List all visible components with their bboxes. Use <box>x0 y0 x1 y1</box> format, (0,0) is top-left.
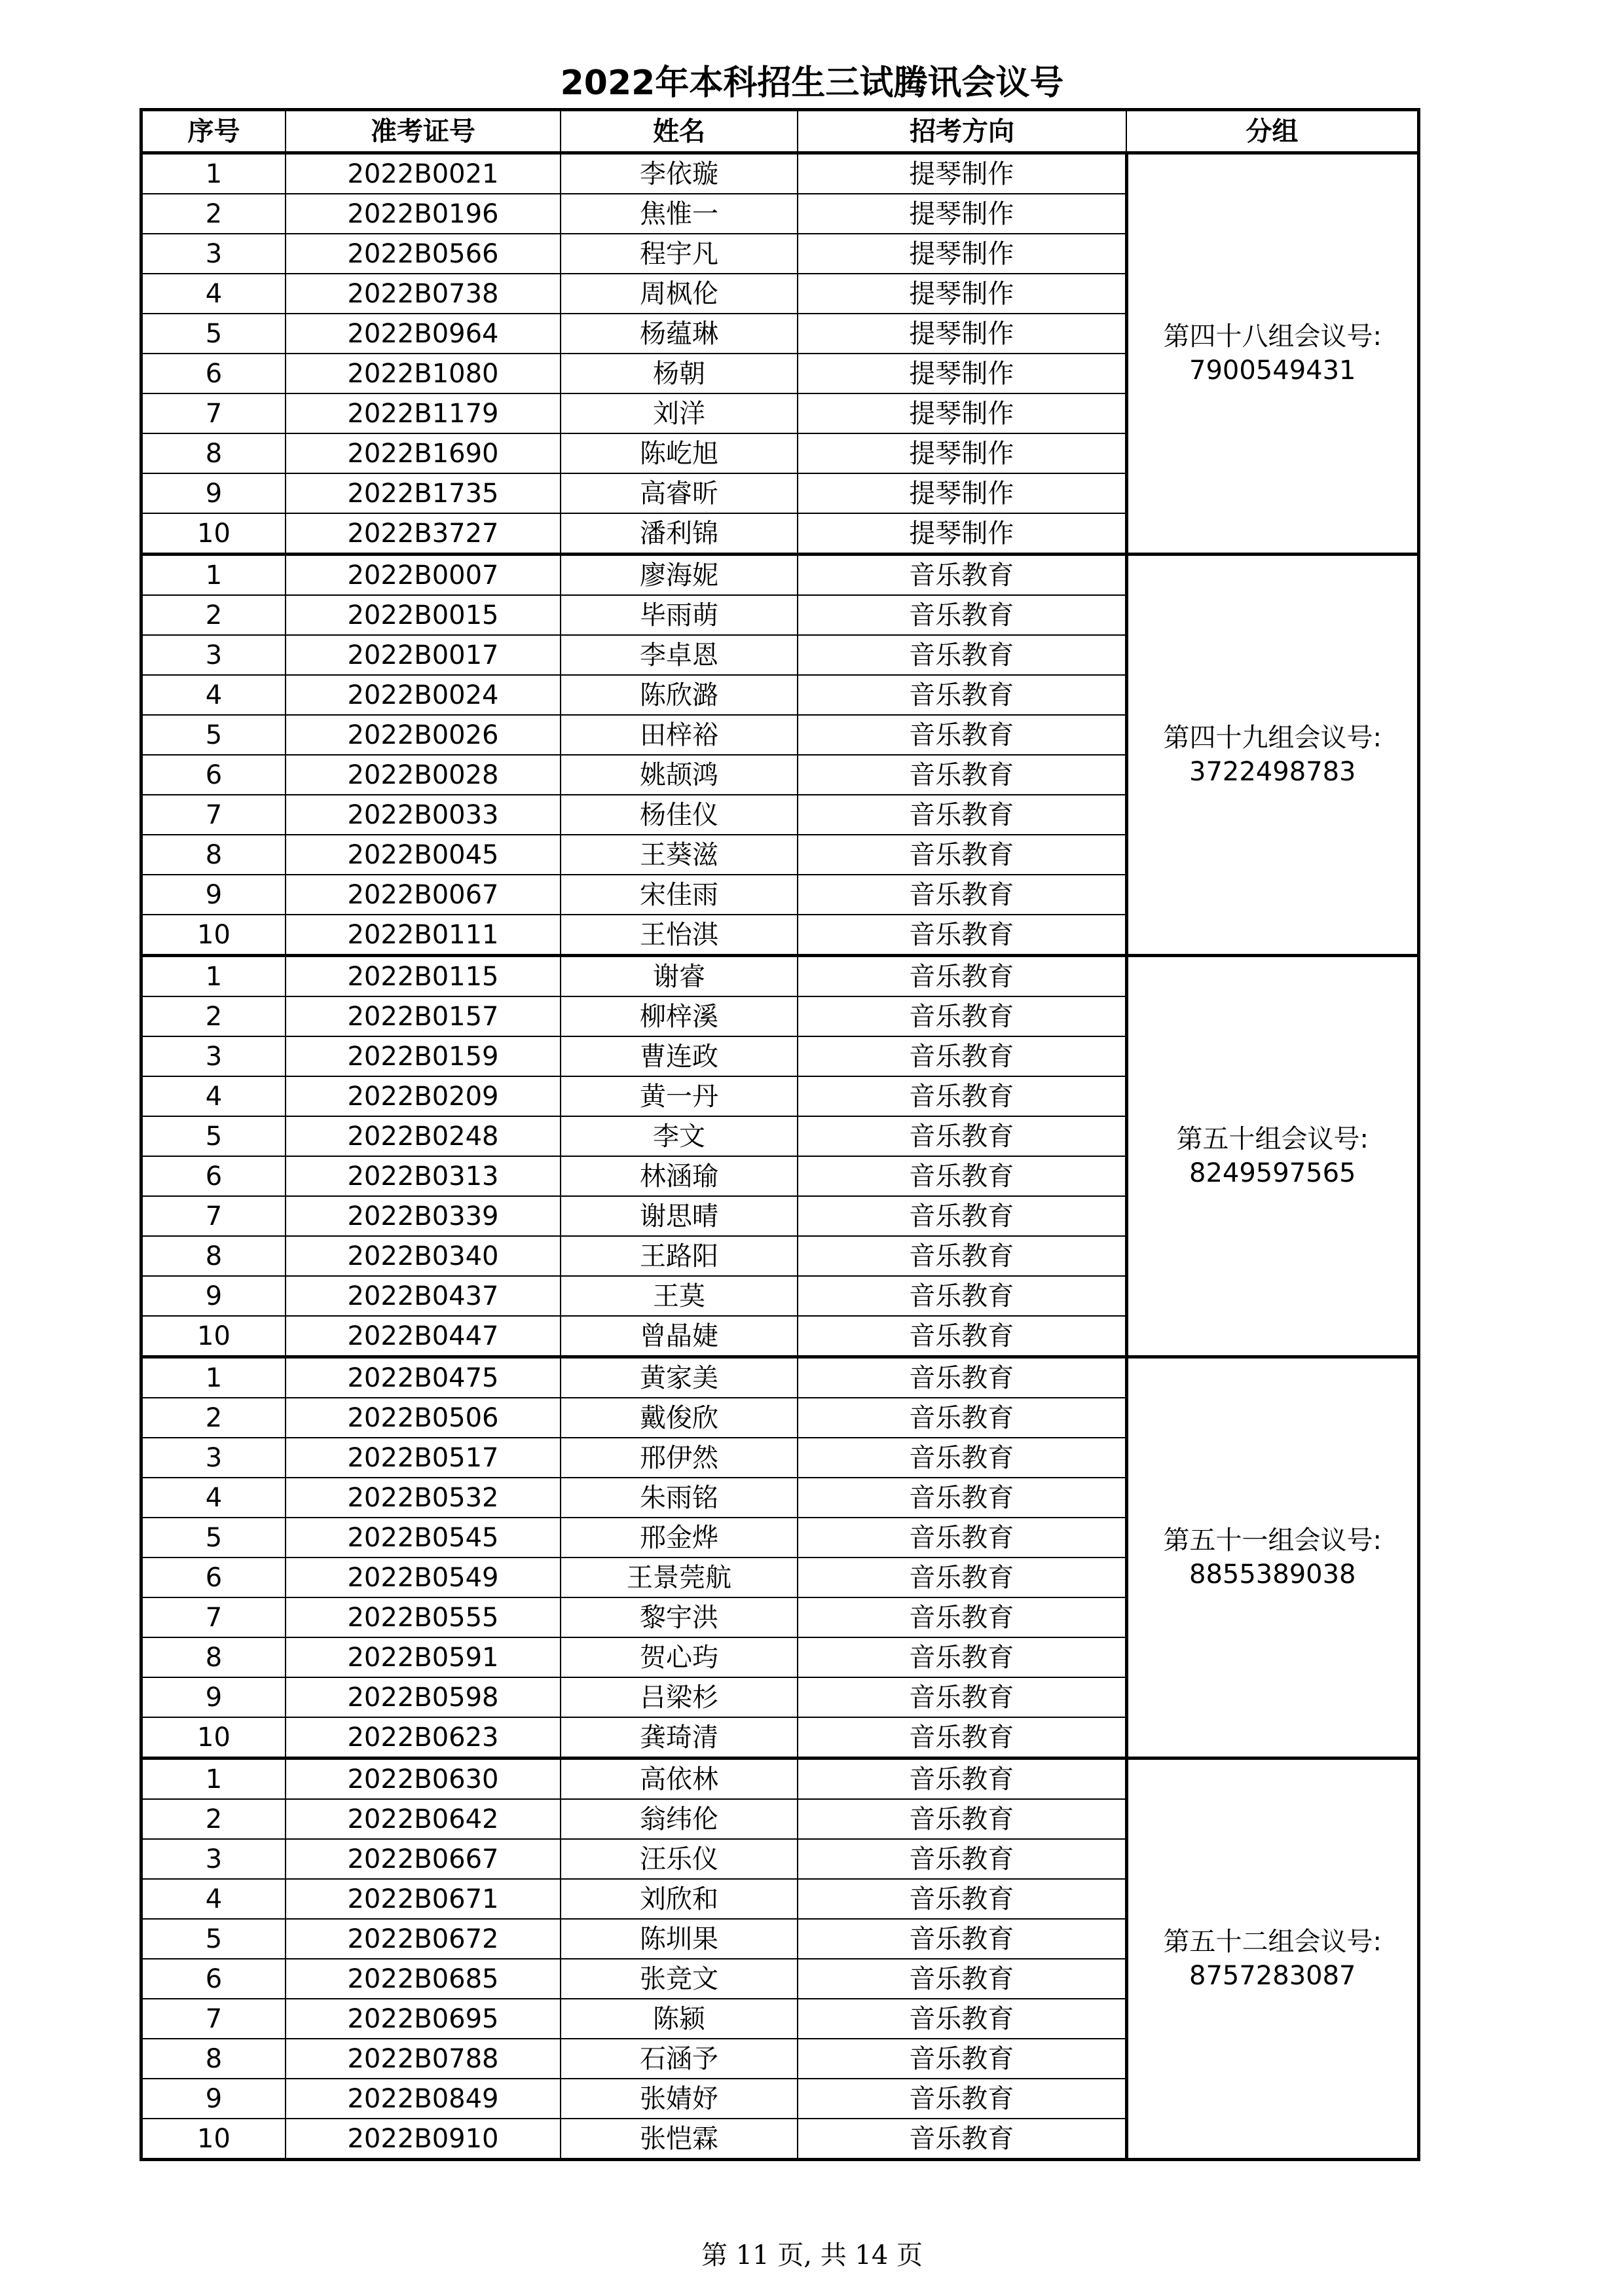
cell-name: 谢思晴 <box>561 1196 798 1236</box>
cell-seq: 7 <box>141 795 286 835</box>
cell-seq: 2 <box>141 996 286 1036</box>
cell-name: 李依璇 <box>561 153 798 194</box>
cell-name: 朱雨铭 <box>561 1478 798 1518</box>
cell-seq: 9 <box>141 1677 286 1717</box>
cell-seq: 4 <box>141 274 286 314</box>
cell-name: 程宇凡 <box>561 234 798 274</box>
cell-exam-id: 2022B0015 <box>286 595 561 635</box>
cell-direction: 音乐教育 <box>798 1637 1126 1677</box>
cell-name: 陈欣潞 <box>561 675 798 715</box>
cell-name: 吕梁杉 <box>561 1677 798 1717</box>
cell-seq: 10 <box>141 1316 286 1357</box>
cell-seq: 6 <box>141 755 286 795</box>
cell-exam-id: 2022B3727 <box>286 513 561 555</box>
cell-direction: 音乐教育 <box>798 755 1126 795</box>
cell-exam-id: 2022B1179 <box>286 393 561 433</box>
cell-direction: 提琴制作 <box>798 194 1126 234</box>
cell-name: 刘洋 <box>561 393 798 433</box>
cell-direction: 音乐教育 <box>798 715 1126 755</box>
cell-direction: 音乐教育 <box>798 875 1126 915</box>
cell-seq: 6 <box>141 1156 286 1196</box>
cell-seq: 2 <box>141 595 286 635</box>
cell-direction: 音乐教育 <box>798 1597 1126 1637</box>
cell-exam-id: 2022B0695 <box>286 1999 561 2039</box>
cell-direction: 音乐教育 <box>798 835 1126 875</box>
cell-exam-id: 2022B0555 <box>286 1597 561 1637</box>
cell-exam-id: 2022B0964 <box>286 314 561 354</box>
cell-seq: 6 <box>141 1558 286 1597</box>
cell-exam-id: 2022B0007 <box>286 555 561 596</box>
cell-name: 黎宇洪 <box>561 1597 798 1637</box>
cell-name: 王莫 <box>561 1276 798 1316</box>
cell-exam-id: 2022B1080 <box>286 354 561 393</box>
cell-name: 毕雨萌 <box>561 595 798 635</box>
cell-seq: 1 <box>141 1357 286 1398</box>
cell-exam-id: 2022B0566 <box>286 234 561 274</box>
cell-direction: 音乐教育 <box>798 1276 1126 1316</box>
table-row <box>141 555 1419 596</box>
cell-seq: 9 <box>141 2079 286 2119</box>
cell-seq: 8 <box>141 835 286 875</box>
table-row <box>141 1758 1419 1800</box>
cell-exam-id: 2022B0545 <box>286 1518 561 1558</box>
cell-exam-id: 2022B0532 <box>286 1478 561 1518</box>
header-row <box>141 110 1419 153</box>
meeting-id: 8855389038 <box>1189 1559 1356 1590</box>
cell-name: 宋佳雨 <box>561 875 798 915</box>
cell-direction: 提琴制作 <box>798 473 1126 513</box>
cell-seq: 5 <box>141 1116 286 1156</box>
group-cell <box>1126 1357 1419 1758</box>
cell-exam-id: 2022B0157 <box>286 996 561 1036</box>
cell-name: 陈颍 <box>561 1999 798 2039</box>
cell-name: 王景莞航 <box>561 1558 798 1597</box>
cell-exam-id: 2022B0111 <box>286 915 561 956</box>
cell-name: 杨佳仪 <box>561 795 798 835</box>
meeting-table <box>139 108 1420 2161</box>
cell-seq: 4 <box>141 1076 286 1116</box>
cell-seq: 9 <box>141 1276 286 1316</box>
cell-name: 李卓恩 <box>561 635 798 675</box>
cell-seq: 10 <box>141 2119 286 2160</box>
cell-name: 龚琦清 <box>561 1717 798 1758</box>
cell-seq: 5 <box>141 1919 286 1959</box>
cell-direction: 音乐教育 <box>798 1879 1126 1919</box>
cell-seq: 6 <box>141 354 286 393</box>
cell-seq: 3 <box>141 234 286 274</box>
cell-name: 姚颉鸿 <box>561 755 798 795</box>
cell-name: 高依林 <box>561 1758 798 1800</box>
group-label: 第四十八组会议号: <box>1163 321 1382 352</box>
cell-direction: 音乐教育 <box>798 1999 1126 2039</box>
header-exam-id: 准考证号 <box>286 110 561 153</box>
cell-exam-id: 2022B0591 <box>286 1637 561 1677</box>
cell-direction: 音乐教育 <box>798 795 1126 835</box>
cell-direction: 音乐教育 <box>798 1196 1126 1236</box>
cell-name: 潘利锦 <box>561 513 798 555</box>
group-label: 第五十组会议号: <box>1176 1124 1369 1154</box>
cell-exam-id: 2022B0033 <box>286 795 561 835</box>
cell-exam-id: 2022B0475 <box>286 1357 561 1398</box>
cell-direction: 提琴制作 <box>798 234 1126 274</box>
cell-direction: 音乐教育 <box>798 1839 1126 1879</box>
cell-exam-id: 2022B0549 <box>286 1558 561 1597</box>
cell-direction: 音乐教育 <box>798 1036 1126 1076</box>
cell-name: 刘欣和 <box>561 1879 798 1919</box>
cell-name: 陈屹旭 <box>561 433 798 473</box>
cell-exam-id: 2022B0447 <box>286 1316 561 1357</box>
cell-name: 杨朝 <box>561 354 798 393</box>
cell-name: 杨蕴琳 <box>561 314 798 354</box>
header-direction: 招考方向 <box>798 110 1126 153</box>
cell-direction: 音乐教育 <box>798 1156 1126 1196</box>
cell-exam-id: 2022B0115 <box>286 956 561 997</box>
cell-name: 周枫伦 <box>561 274 798 314</box>
meeting-id: 8757283087 <box>1189 1961 1356 1991</box>
cell-direction: 音乐教育 <box>798 2119 1126 2160</box>
cell-seq: 1 <box>141 153 286 194</box>
cell-seq: 3 <box>141 635 286 675</box>
cell-direction: 音乐教育 <box>798 956 1126 997</box>
cell-name: 翁纬伦 <box>561 1799 798 1839</box>
cell-direction: 提琴制作 <box>798 433 1126 473</box>
cell-exam-id: 2022B0437 <box>286 1276 561 1316</box>
cell-exam-id: 2022B0067 <box>286 875 561 915</box>
cell-name: 廖海妮 <box>561 555 798 596</box>
cell-seq: 5 <box>141 715 286 755</box>
cell-exam-id: 2022B0313 <box>286 1156 561 1196</box>
cell-name: 贺心玙 <box>561 1637 798 1677</box>
header-seq: 序号 <box>141 110 286 153</box>
cell-exam-id: 2022B0026 <box>286 715 561 755</box>
cell-name: 焦惟一 <box>561 194 798 234</box>
cell-seq: 2 <box>141 1398 286 1438</box>
cell-direction: 音乐教育 <box>798 2079 1126 2119</box>
cell-exam-id: 2022B0209 <box>286 1076 561 1116</box>
cell-seq: 5 <box>141 314 286 354</box>
cell-seq: 8 <box>141 433 286 473</box>
cell-seq: 3 <box>141 1839 286 1879</box>
cell-direction: 提琴制作 <box>798 274 1126 314</box>
cell-name: 高睿昕 <box>561 473 798 513</box>
cell-direction: 音乐教育 <box>798 1316 1126 1357</box>
cell-direction: 提琴制作 <box>798 314 1126 354</box>
cell-direction: 音乐教育 <box>798 1799 1126 1839</box>
cell-exam-id: 2022B0788 <box>286 2039 561 2079</box>
cell-name: 李文 <box>561 1116 798 1156</box>
cell-seq: 10 <box>141 915 286 956</box>
cell-name: 张恺霖 <box>561 2119 798 2160</box>
cell-direction: 音乐教育 <box>798 1959 1126 1999</box>
group-cell <box>1126 1758 1419 2160</box>
cell-seq: 7 <box>141 1999 286 2039</box>
cell-name: 戴俊欣 <box>561 1398 798 1438</box>
cell-direction: 音乐教育 <box>798 1919 1126 1959</box>
cell-name: 陈圳果 <box>561 1919 798 1959</box>
cell-name: 曹连政 <box>561 1036 798 1076</box>
cell-exam-id: 2022B0021 <box>286 153 561 194</box>
cell-direction: 提琴制作 <box>798 393 1126 433</box>
cell-direction: 音乐教育 <box>798 1478 1126 1518</box>
cell-direction: 音乐教育 <box>798 555 1126 596</box>
group-label: 第五十二组会议号: <box>1163 1927 1382 1957</box>
cell-direction: 音乐教育 <box>798 1076 1126 1116</box>
cell-direction: 音乐教育 <box>798 1116 1126 1156</box>
cell-exam-id: 2022B0339 <box>286 1196 561 1236</box>
cell-seq: 3 <box>141 1438 286 1478</box>
cell-name: 黄一丹 <box>561 1076 798 1116</box>
cell-seq: 1 <box>141 956 286 997</box>
cell-direction: 音乐教育 <box>798 1236 1126 1276</box>
page-title: 2022年本科招生三试腾讯会议号 <box>560 64 1064 103</box>
cell-direction: 音乐教育 <box>798 2039 1126 2079</box>
cell-direction: 音乐教育 <box>798 1717 1126 1758</box>
page-footer: 第 11 页, 共 14 页 <box>701 2240 923 2270</box>
header-name: 姓名 <box>561 110 798 153</box>
table-row <box>141 956 1419 997</box>
cell-seq: 5 <box>141 1518 286 1558</box>
cell-seq: 4 <box>141 1879 286 1919</box>
cell-direction: 音乐教育 <box>798 1558 1126 1597</box>
cell-direction: 音乐教育 <box>798 675 1126 715</box>
cell-seq: 10 <box>141 513 286 555</box>
cell-direction: 音乐教育 <box>798 1758 1126 1800</box>
meeting-id: 8249597565 <box>1189 1158 1356 1188</box>
group-label: 第四十九组会议号: <box>1163 723 1382 753</box>
meeting-id: 7900549431 <box>1189 355 1356 386</box>
cell-direction: 音乐教育 <box>798 635 1126 675</box>
cell-exam-id: 2022B0196 <box>286 194 561 234</box>
table-body <box>141 153 1419 2160</box>
cell-seq: 8 <box>141 1236 286 1276</box>
cell-exam-id: 2022B0849 <box>286 2079 561 2119</box>
cell-exam-id: 2022B0642 <box>286 1799 561 1839</box>
cell-exam-id: 2022B0598 <box>286 1677 561 1717</box>
cell-direction: 音乐教育 <box>798 1357 1126 1398</box>
cell-name: 王怡淇 <box>561 915 798 956</box>
cell-exam-id: 2022B0672 <box>286 1919 561 1959</box>
group-cell <box>1126 555 1419 956</box>
cell-direction: 提琴制作 <box>798 513 1126 555</box>
cell-exam-id: 2022B0340 <box>286 1236 561 1276</box>
header-group: 分组 <box>1126 110 1419 153</box>
cell-exam-id: 2022B1690 <box>286 433 561 473</box>
table-row <box>141 153 1419 194</box>
cell-exam-id: 2022B0667 <box>286 1839 561 1879</box>
cell-seq: 10 <box>141 1717 286 1758</box>
cell-name: 邢金烨 <box>561 1518 798 1558</box>
cell-exam-id: 2022B0685 <box>286 1959 561 1999</box>
cell-seq: 9 <box>141 875 286 915</box>
cell-seq: 7 <box>141 1597 286 1637</box>
cell-name: 汪乐仪 <box>561 1839 798 1879</box>
cell-name: 王葵滋 <box>561 835 798 875</box>
cell-exam-id: 2022B0024 <box>286 675 561 715</box>
cell-name: 柳梓溪 <box>561 996 798 1036</box>
cell-direction: 提琴制作 <box>798 354 1126 393</box>
cell-seq: 8 <box>141 1637 286 1677</box>
cell-name: 王路阳 <box>561 1236 798 1276</box>
cell-seq: 2 <box>141 1799 286 1839</box>
cell-exam-id: 2022B0623 <box>286 1717 561 1758</box>
group-cell <box>1126 956 1419 1357</box>
cell-direction: 音乐教育 <box>798 595 1126 635</box>
cell-direction: 音乐教育 <box>798 1398 1126 1438</box>
group-label: 第五十一组会议号: <box>1163 1525 1382 1556</box>
cell-seq: 8 <box>141 2039 286 2079</box>
cell-seq: 6 <box>141 1959 286 1999</box>
cell-name: 林涵瑜 <box>561 1156 798 1196</box>
cell-exam-id: 2022B0017 <box>286 635 561 675</box>
cell-name: 邢伊然 <box>561 1438 798 1478</box>
cell-direction: 音乐教育 <box>798 1518 1126 1558</box>
cell-name: 曾晶婕 <box>561 1316 798 1357</box>
cell-seq: 4 <box>141 1478 286 1518</box>
table-row <box>141 1357 1419 1398</box>
cell-name: 田梓裕 <box>561 715 798 755</box>
cell-direction: 提琴制作 <box>798 153 1126 194</box>
cell-seq: 3 <box>141 1036 286 1076</box>
cell-exam-id: 2022B0517 <box>286 1438 561 1478</box>
cell-exam-id: 2022B0910 <box>286 2119 561 2160</box>
cell-seq: 1 <box>141 1758 286 1800</box>
cell-seq: 9 <box>141 473 286 513</box>
cell-direction: 音乐教育 <box>798 1677 1126 1717</box>
cell-direction: 音乐教育 <box>798 915 1126 956</box>
cell-name: 石涵予 <box>561 2039 798 2079</box>
cell-exam-id: 2022B0630 <box>286 1758 561 1800</box>
cell-name: 谢睿 <box>561 956 798 997</box>
cell-exam-id: 2022B0159 <box>286 1036 561 1076</box>
cell-exam-id: 2022B0045 <box>286 835 561 875</box>
cell-seq: 4 <box>141 675 286 715</box>
group-cell <box>1126 153 1419 555</box>
cell-seq: 7 <box>141 393 286 433</box>
cell-exam-id: 2022B0248 <box>286 1116 561 1156</box>
cell-seq: 2 <box>141 194 286 234</box>
cell-exam-id: 2022B0028 <box>286 755 561 795</box>
meeting-id: 3722498783 <box>1189 757 1356 787</box>
cell-seq: 7 <box>141 1196 286 1236</box>
cell-exam-id: 2022B0506 <box>286 1398 561 1438</box>
cell-direction: 音乐教育 <box>798 996 1126 1036</box>
cell-name: 张婧妤 <box>561 2079 798 2119</box>
cell-name: 黄家美 <box>561 1357 798 1398</box>
cell-exam-id: 2022B0671 <box>286 1879 561 1919</box>
cell-seq: 1 <box>141 555 286 596</box>
cell-exam-id: 2022B1735 <box>286 473 561 513</box>
cell-direction: 音乐教育 <box>798 1438 1126 1478</box>
cell-exam-id: 2022B0738 <box>286 274 561 314</box>
cell-name: 张竞文 <box>561 1959 798 1999</box>
